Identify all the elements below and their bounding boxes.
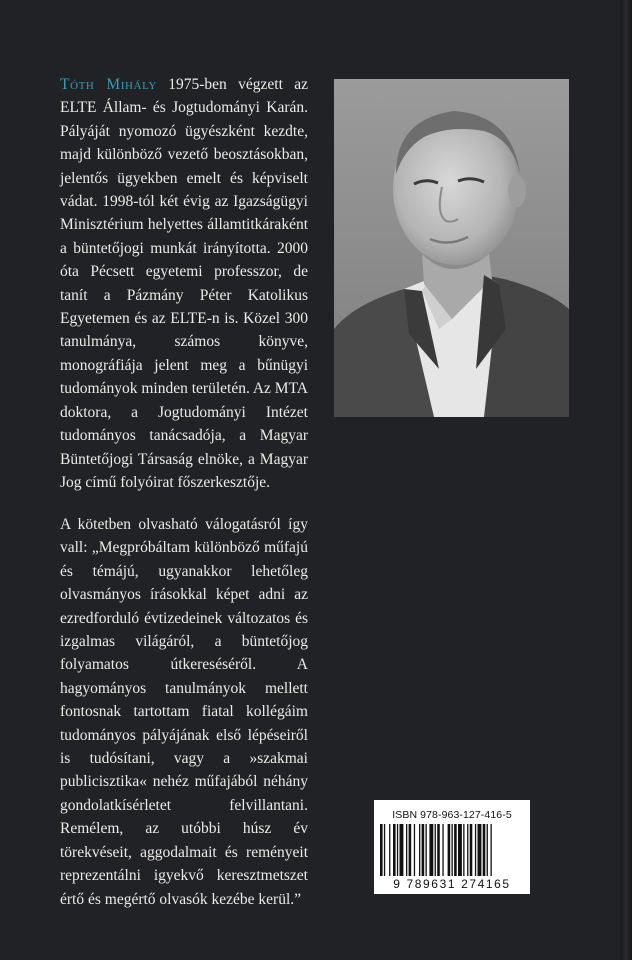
barcode-bar (454, 824, 457, 876)
barcode-bar (478, 824, 482, 876)
barcode-bar (463, 824, 464, 876)
barcode-bar (384, 824, 385, 876)
barcode-bar (448, 824, 451, 876)
barcode-bar (393, 824, 396, 876)
author-name: Tóth Mihály (60, 76, 157, 93)
barcode-bar (422, 824, 425, 876)
barcode-bar (470, 824, 473, 876)
barcode-bar (414, 824, 415, 876)
isbn-label: ISBN 978-963-127-416-5 (392, 809, 512, 821)
barcode-bar (409, 824, 412, 876)
barcode-bar (406, 824, 407, 876)
barcode-digits: 9 789631 274165 (393, 877, 511, 891)
barcode-bars (380, 824, 524, 878)
cover-edge (620, 0, 632, 960)
barcode-bar (483, 824, 486, 876)
barcode-bar (458, 824, 462, 876)
barcode-bar (435, 824, 436, 876)
barcode-bar (452, 824, 453, 876)
author-photo (334, 79, 569, 417)
barcode-bar (380, 824, 383, 876)
barcode-bar (429, 824, 433, 876)
barcode-bar (397, 824, 398, 876)
book-description-quote: A kötetben olvasható válogatásról így vall: „Megpróbáltam különböző műfajú és témájú, ugyanakkor lehetőleg olvasmányos írásokkal képet adni az ezredforduló évtizedeinek változatos és izgalmas világáról, a büntetőjog folyamatos útkereséséről. A hagyományos tanulmányok mellett fontosnak tartottam fiatal kollégáim tudományos pályájának első lépéseiről is tudósítani, vagy a »szakmai publicisztika« nehéz műfajából néhány gondolatkísérletet felvillantani. Remélem, az utóbbi húsz év törekvéseit, aggodalmait és reményeit reprezentálni igyekvő keresztmetszet értő és megértő olvasók kezébe kerül.” (60, 516, 308, 908)
barcode-bar (419, 824, 420, 876)
isbn-barcode (374, 800, 530, 894)
barcode-bar (389, 824, 390, 876)
barcode-bar (487, 824, 488, 876)
author-portrait-image (334, 79, 569, 417)
barcode-bar (426, 824, 427, 876)
barcode-bar (442, 824, 443, 876)
barcode-bar (400, 824, 404, 876)
author-bio (60, 73, 308, 494)
author-bio-text: 1975-ben végzett az ELTE Állam- és Jogtudományi Karán. Pályáját nyomozó ügyészként kezdte, majd különböző vezető beosztásokban, jelentős ügyekben emelt és képviselt vádat. 1998-tól két évig az Igazságügyi Minisztérium helyettes államtitkáraként a büntetőjogi munkát irányította. 2000 óta Pécsett egyetemi professzor, de tanít a Pázmány Péter Katolikus Egyetemen és az ELTE-n is. Közel 300 tanulmánya, számos könyve, monográfiája jelent meg a bűnügyi tudományok minden területén. Az MTA doktora, a Jogtudományi Intézet tudományos tanácsadója, a Magyar Büntetőjogi Társaság elnöke, a Magyar Jog című folyóirat főszerkesztője. (60, 76, 308, 491)
barcode-bar (491, 824, 492, 876)
barcode-bar (467, 824, 468, 876)
barcode-bar (437, 824, 440, 876)
barcode-bar (475, 824, 476, 876)
